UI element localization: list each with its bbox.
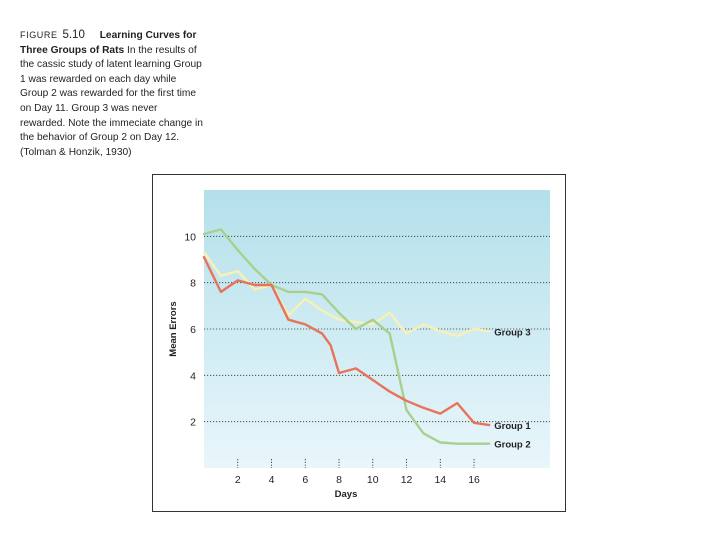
y-tick-label: 2	[190, 416, 196, 429]
x-tick-label: 10	[366, 474, 379, 486]
series-label-group-2: Group 2	[494, 439, 531, 451]
y-tick-label: 10	[184, 231, 196, 244]
series-label-group-1: Group 1	[494, 421, 531, 433]
y-tick-label: 6	[190, 324, 196, 336]
y-tick-label: 8	[190, 277, 196, 290]
y-axis-label: Mean Errors	[168, 301, 179, 357]
x-tick-label: 4	[268, 474, 275, 486]
y-axis-ticks	[184, 231, 196, 428]
x-tick-label: 16	[468, 474, 480, 486]
series-label-group-3: Group 3	[494, 327, 531, 339]
x-tick-label: 8	[336, 474, 342, 486]
figure-title: Learning Curves for Three Groups of Rats	[20, 30, 197, 56]
figure-label: FIGURE	[20, 30, 58, 40]
x-tick-label: 14	[434, 474, 447, 486]
x-tick-label: 6	[302, 474, 309, 486]
x-axis-label: Days	[334, 489, 358, 500]
figure-caption	[20, 28, 205, 160]
x-tick-label: 2	[234, 474, 241, 486]
x-tick-label: 12	[400, 474, 413, 486]
figure-number: 5.10	[62, 29, 85, 41]
figure-body: In the results of the cassic study of latent learning Group 1 was rewarded on each day while Group 2 was rewarded for the first time on Day 11. Group 3 was never rewarded. Note the immeciate change in the behavior of Group 2 on Day 12. (Tolman & Honzik, 1930)	[20, 44, 203, 158]
chart-frame	[152, 174, 566, 512]
y-tick-label: 4	[190, 370, 196, 383]
learning-curve-chart	[153, 175, 567, 513]
